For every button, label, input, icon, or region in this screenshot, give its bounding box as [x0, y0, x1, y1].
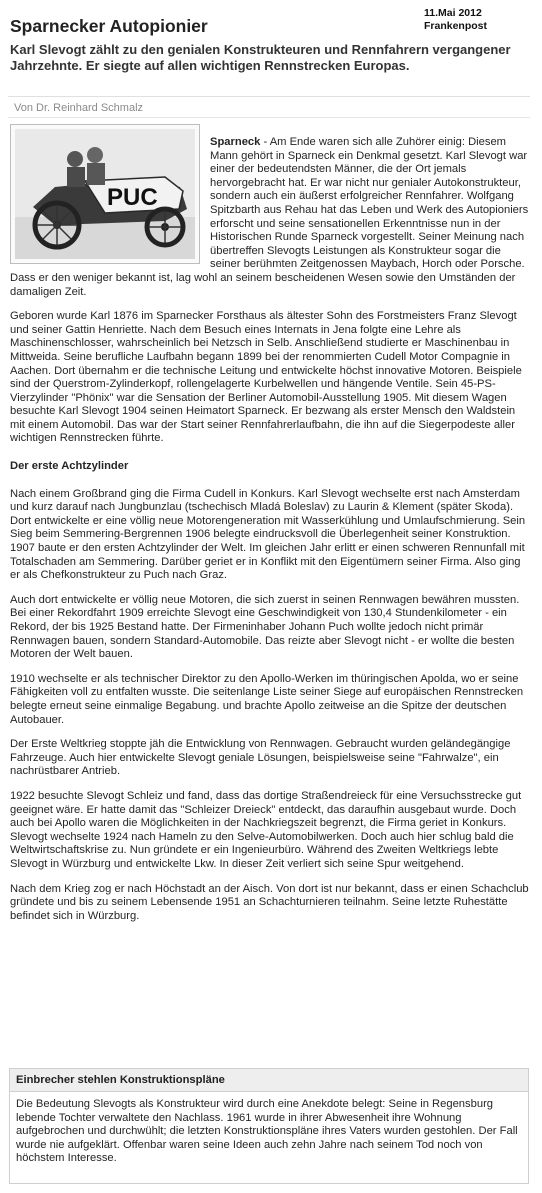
article-paragraph: 1922 besuchte Slevogt Schleiz und fand, dass das dortige Straßendreieck für eine Versuchsstrecke gut geeignet wäre. Er hatte damit das "Schleizer Dreieck" entdeckt, das daraufhin ausgebaut wurde. Doch auch bei Apollo waren die Möglichkeiten in der Nachkriegszeit begrenzt, die Firma geriet in Konkurs. Slevogt wechselte 1924 nach Hameln zu den Selve-Automobilwerken. Doch auch hier schlug bald die Weltwirtschaftskrise zu. Nun gründete er ein Ingenieurbüro. Während des Zweiten Weltkriegs lebte Slevogt in Würzburg und entwickelte Lkw. In dieser Zeit verliert sich seine Spur weitgehend. — [10, 789, 522, 870]
divider — [8, 117, 530, 118]
lead-label: Sparneck — [210, 136, 261, 148]
author-line: Von Dr. Reinhard Schmalz — [14, 102, 144, 114]
article-paragraph: Sparneck - Am Ende waren sich alle Zuhörer einig: Diesem Mann gehört in Sparneck ein Denkmal gesetzt. Karl Slevogt war einer der bedeutendsten Männer, die der Ort jemals hervorgebracht hat. Er war nicht nur genialer Autokonstrukteur, sondern auch ein äußerst erfolgreicher Rennfahrer. Wolfgang Spitzbarth aus Rehau hat das Leben und Werk des Autopioniers erforscht und seine sensationellen Erkenntnisse nun in der Historischen Runde Sparneck vorgestellt. Seiner Meinung nach übertreffen Slevogts Leistungen als Konstrukteur sogar die seiner berühmten Zeitgenossen Maybach, Horch oder Porsche. Dass er den weniger bekannt ist, lag wohl an seinem bescheidenen Wesen sowie den Umständen der damaligen Zeit. — [10, 136, 529, 298]
article-title: Sparnecker Autopionier — [10, 16, 208, 36]
article-paragraph: Nach dem Krieg zog er nach Höchstadt an der Aisch. Von dort ist nur bekannt, dass er einen Schachclub gründete und bis zu seinem Lebensende 1951 an Schachturnieren teilnahm. Seine letzte Ruhestätte befindet sich in Würzburg. — [10, 882, 529, 922]
publication-date: 11.Mai 2012 — [424, 7, 482, 19]
info-box-heading: Einbrecher stehlen Konstruktionspläne — [10, 1069, 528, 1092]
article-paragraph: Nach einem Großbrand ging die Firma Cudell in Konkurs. Karl Slevogt wechselte erst nach Amsterdam und kurz darauf nach Jungbunzlau (tschechisch Mladá Boleslav) zu Laurin & Klement (später Skoda). Dort entwickelte er eine völlig neue Motorengeneration mit Wasserkühlung und Umlaufschmierung. Sein Sieg beim Semmering-Bergrennen 1906 belegte eindrucksvoll die Überlegenheit seiner Konstruktion. 1907 baute er den ersten Achtzylinder der Welt. Im gleichen Jahr erlitt er einen schweren Rennunfall mit Totalschaden am Semmering. Darüber geriet er in Konflikt mit den Eigentümern seiner Firma. Also ging er als Chefkonstrukteur zu Puch nach Graz. — [10, 487, 526, 582]
publication-source: Frankenpost — [424, 20, 488, 32]
article-body — [10, 136, 530, 934]
info-box-text: Die Bedeutung Slevogts als Konstrukteur wird durch eine Anekdote belegt: Seine in Regensburg lebende Tochter verwaltete den Nachlass. 1961 wurde in ihrer Abwesenheit ihre Wohnung aufgebrochen und durchwühlt; die letzten Konstruktionspläne ihres Vaters wurden gestohlen. Der Fall wurde nie aufgeklärt. Offenbar waren seine Ideen auch zehn Jahre nach seinem Tod noch von höchstem Interesse. — [16, 1098, 518, 1165]
section-heading: Der erste Achtzylinder — [10, 460, 129, 473]
article-paragraph: Auch dort entwickelte er völlig neue Motoren, die sich zuerst in seinen Rennwagen bewähren mussten. Bei einer Rekordfahrt 1909 erreichte Slevogt eine Geschwindigkeit von 130,4 Stundenkilometer - ein Rekord, der bis 1925 Bestand hatte. Der Firmeninhaber Johann Puch wollte jedoch nicht primär Rennwagen bauen, sondern Standard-Automobile. Das reizte aber Slevogt nicht - er wollte die besten Motoren der Welt bauen. — [10, 593, 520, 661]
date-source — [424, 7, 487, 33]
article-paragraph: 1910 wechselte er als technischer Direktor zu den Apollo-Werken im thüringischen Apolda, wo er seine Fähigkeiten voll zu entfalten wusste. Die seitenlange Liste seiner Siege auf europäischen Rennstrecken belegte erneut seine einmalige Begabung. und brachte Apollo zeitweise an die Spitze der deutschen Autobauer. — [10, 672, 524, 726]
divider — [8, 96, 530, 97]
article-subtitle: Karl Slevogt zählt zu den genialen Konstrukteuren und Rennfahrern vergangener Jahrzehnte. Er siegte auf allen wichtigen Rennstrecken Europas. — [10, 42, 511, 73]
info-box — [9, 1068, 529, 1184]
car-lettering: PUC — [107, 184, 158, 211]
article-paragraph: Der Erste Weltkrieg stoppte jäh die Entwicklung von Rennwagen. Gebraucht wurden geländegängige Fahrzeuge. Auch hier entwickelte Slevogt geniale Lösungen, beispielsweise seine "Fahrwalze", ein nachrüstbarer Antrieb. — [10, 738, 511, 778]
article-paragraph: Geboren wurde Karl 1876 im Sparnecker Forsthaus als ältester Sohn des Forstmeisters Franz Slevogt und seiner Gattin Henriette. Nach dem Besuch eines Internats in Jena folgte eine Lehre als Maschinenschlosser, wahrscheinlich bei Netzsch in Selb. Anschließend studierte er Maschinenbau in Mittweida. Seine berufliche Laufbahn begann 1899 bei der renommierten Cudell Motor Compagnie in Aachen. Dort übernahm er die technische Leitung und entwickelte höchst innovative Motoren. Beispiele sind der Querstrom-Zylinderkopf, rollengelagerte Kurbelwellen und hängende Ventile. Sein 45-PS-Vierzylinder "Phönix" war die Sensation der Berliner Automobil-Ausstellung 1905. Mit diesem Wagen besuchte Karl Slevogt 1904 seinen Heimatort Sparneck. Er bezwang als erster Mensch den Waldstein mit einem Automobil. Das war der Start seiner Rennfahrerlaufbahn, die ihn auf die Siegerpodeste aller wichtigen Rennstrecken führte. — [10, 310, 522, 445]
